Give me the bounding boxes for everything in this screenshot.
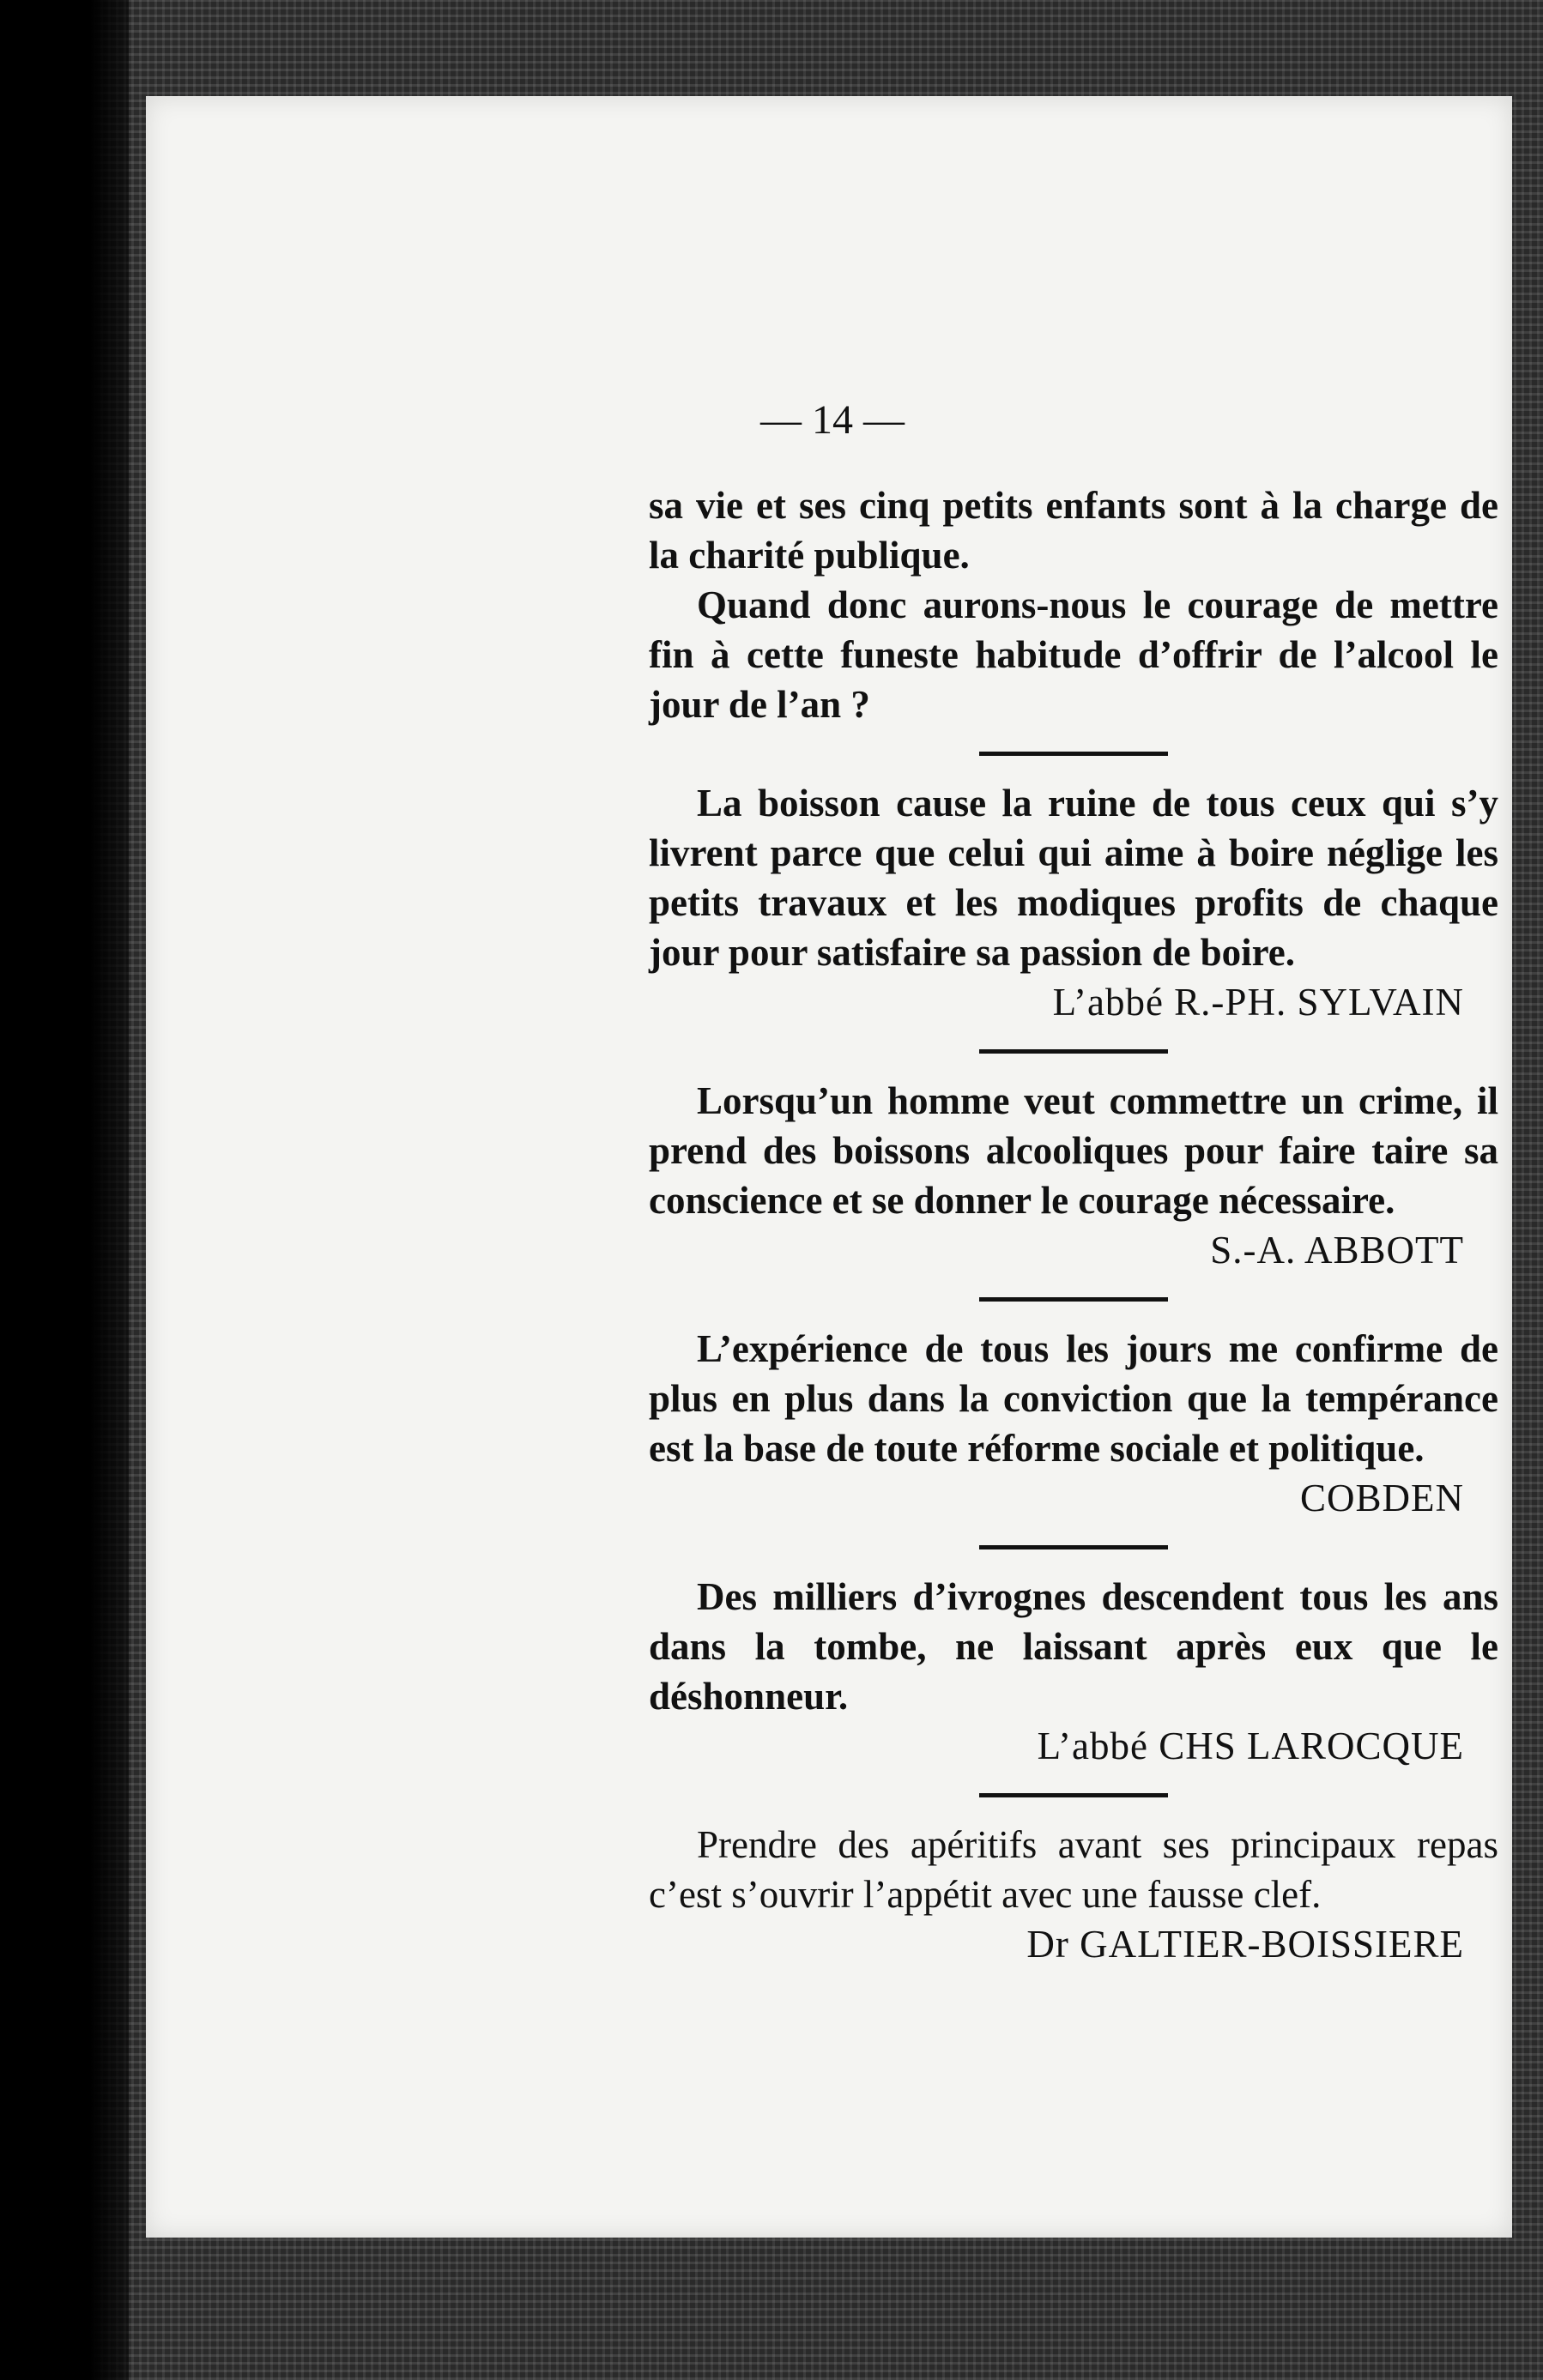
quote-author: L’abbé CHS LAROCQUE [1037,1725,1464,1767]
quote-author: L’abbé R.-PH. SYLVAIN [1052,981,1464,1024]
paragraph: Des milliers d’ivrognes descendent tous les ans dans la tombe, ne laissant après eux que le déshonneur. [649,1575,1498,1718]
book-left-edge [0,0,129,2380]
quote-block [649,1572,1498,1771]
paragraph: sa vie et ses cinq petits enfants sont à la charge de la charité publique. [649,484,1498,577]
separator-rule [979,1297,1168,1302]
quote-author: S.-A. ABBOTT [1210,1229,1464,1272]
paragraph: Lorsqu’un homme veut commettre un crime, il prend des boissons alcooliques pour faire taire sa conscience et se donner le courage nécessaire. [649,1079,1498,1222]
page-number: — 14 — [760,397,905,443]
separator-rule [979,1545,1168,1549]
quote-block [649,1324,1498,1523]
quote-author: Dr GALTIER-BOISSIERE [1026,1923,1464,1966]
paragraph: La boisson cause la ruine de tous ceux qui s’y livrent parce que celui qui aime à boire néglige les petits travaux et les modiques profits de chaque jour pour satisfaire sa passion de boire. [649,782,1498,974]
quote-block [649,480,1498,729]
quote-author: COBDEN [1299,1477,1464,1519]
paragraph: Quand donc aurons-nous le courage de mettre fin à cette funeste habitude d’offrir de l’alcool le jour de l’an ? [649,583,1498,726]
quote-block [649,778,1498,1027]
book-page [146,96,1512,2238]
paragraph: Prendre des apéritifs avant ses principaux repas c’est s’ouvrir l’appétit avec une fausse clef. [649,1823,1498,1916]
quote-block [649,1820,1498,1969]
separator-rule [979,1793,1168,1797]
text-column [649,480,1498,1969]
separator-rule [979,752,1168,756]
quote-block [649,1076,1498,1275]
paragraph: L’expérience de tous les jours me confirme de plus en plus dans la conviction que la tempérance est la base de toute réforme sociale et politique. [649,1327,1498,1470]
separator-rule [979,1049,1168,1054]
